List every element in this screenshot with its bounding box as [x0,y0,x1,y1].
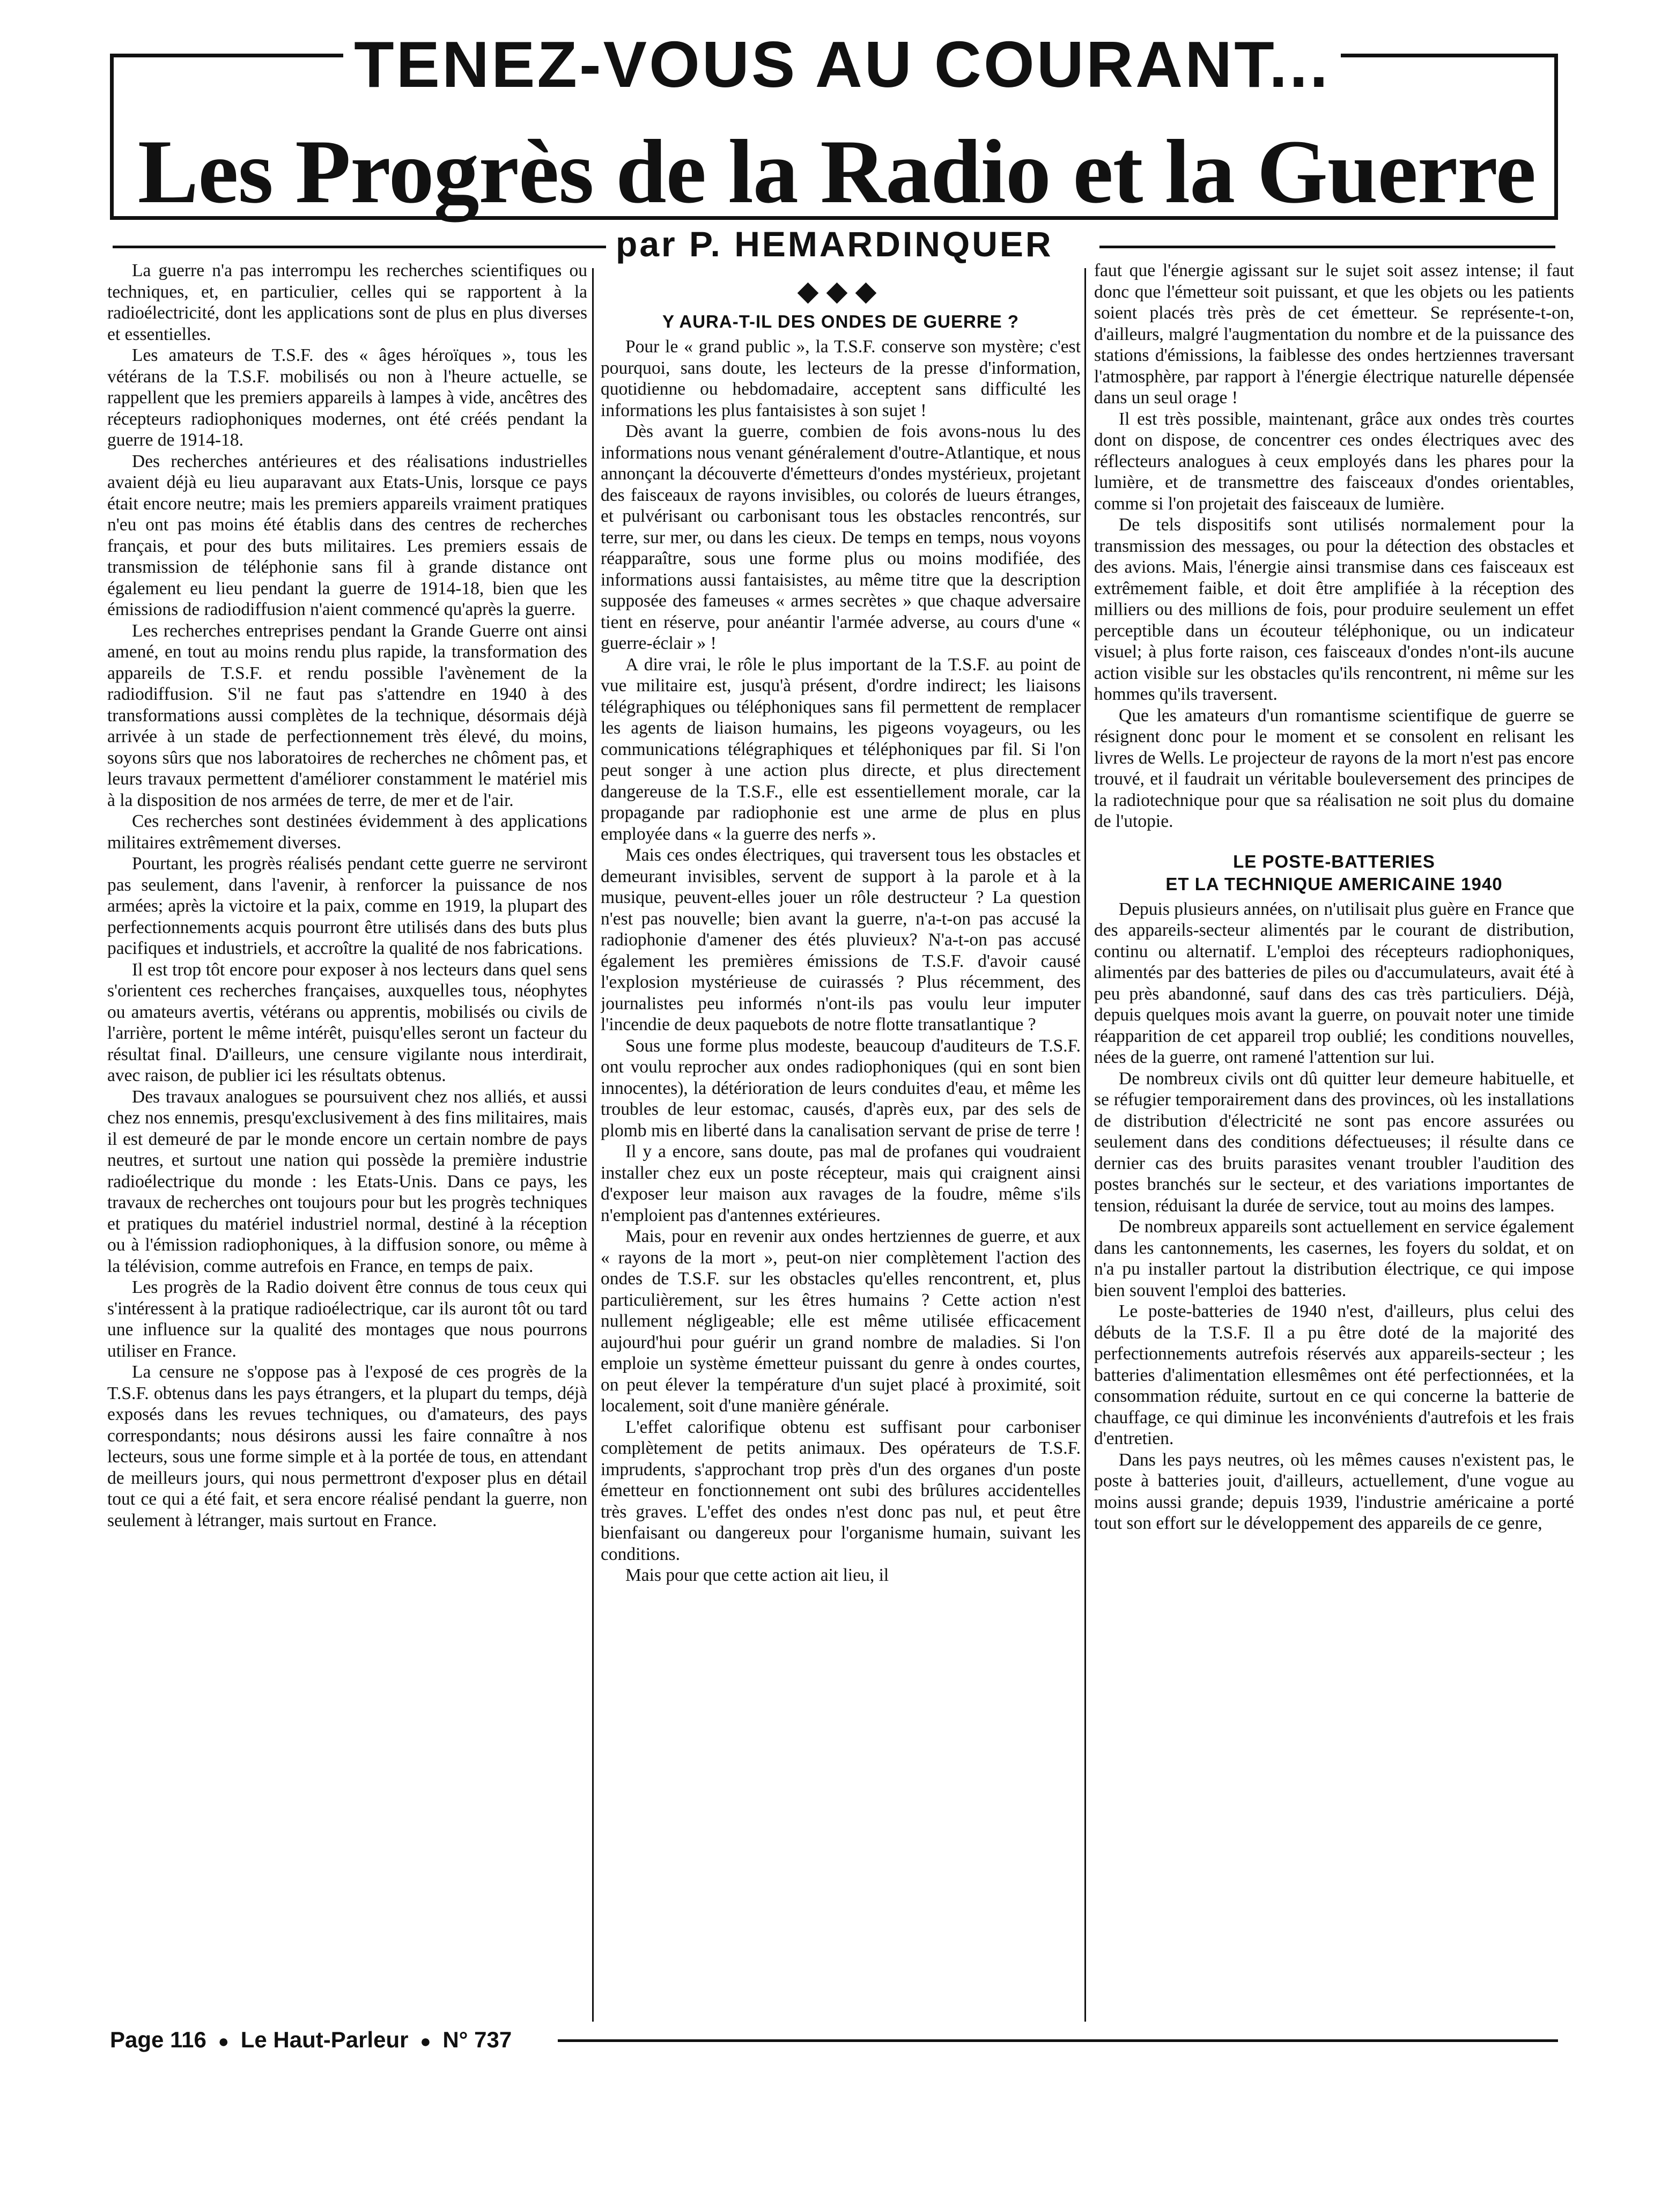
byline-rule-right [1099,246,1555,248]
paragraph: Le poste-batteries de 1940 n'est, d'ailleurs, plus celui des débuts de la T.S.F. Il a pu être doté de la majorité des perfectionnements autrefois réservés aux appareils-secteur ; les batteries d'alimentation ellesmêmes ont été perfectionnées, et la consommation réduite, surtout en ce qui concerne la batterie de chauffage, ce qui diminue les inconvénients d'autrefois et les frais d'entretien. [1094,1301,1574,1448]
paragraph: Il y a encore, sans doute, pas mal de profanes qui voudraient installer chez eux un poste récepteur, mais qui craignent ainsi d'exposer leur maison aux ravages de la foudre, même s'ils n'emploient pas d'antennes extérieures. [601,1142,1081,1225]
paragraph: Dans les pays neutres, où les mêmes causes n'existent pas, le poste à batteries jouit, d'ailleurs, actuellement, d'une vogue au moins aussi grande; depuis 1939, l'industrie américaine a porté tout son effort sur le développement des appareils de ce genre, [1094,1449,1574,1533]
article-column-1 [107,260,587,2019]
paragraph: Des recherches antérieures et des réalisations industrielles avaient déjà eu lieu auparavant aux Etats-Unis, lorsque ce pays était encore neutre; mais les premiers appareils vraiment pratiques n'eu ont pas moins été établis dans des centres de recherches français, et pour des buts militaires. Les premiers essais de transmission de téléphonie sans fil à grande distance ont également eu lieu pendant la guerre de 1914-18, bien que les émissions de radiodiffusion n'aient commencé qu'après la guerre. [107,451,587,619]
author-byline: par P. HEMARDINQUER [606,223,1063,265]
paragraph: De nombreux civils ont dû quitter leur demeure habituelle, et se réfugier temporairement dans des provinces, où les installations de distribution d'électricité ne sont pas encore assurées ou seulement dans des conditions défectueuses; il résulte dans ce dernier cas des bruits parasites venant troubler l'audition des postes branchés sur le secteur, et des variations importantes de tension, réduisant la durée de service, tout au moins des lampes. [1094,1068,1574,1216]
paragraph: La censure ne s'oppose pas à l'exposé de ces progrès de la T.S.F. obtenus dans les pays étrangers, et la plupart du temps, déjà exposés dans les revues techniques, ou d'amateurs, des pays correspondants; nous désirons aussi les faire connaître à nos lecteurs, sous une forme simple et à la portée de tous, en attendant de meilleurs jours, qui nous permettront d'exposer plus en détail tout ce qui a été fait, et sera encore réalisé pendant la guerre, non seulement à létranger, mais surtout en France. [107,1362,587,1530]
page-number: Page 116 [110,2027,206,2052]
paragraph: Mais ces ondes électriques, qui traversent tous les obstacles et demeurant invisibles, servent de support à la parole et à la musique, peuvent-elles jouer un rôle destructeur ? La question n'est pas nouvelle; bien avant la guerre, n'a-t-on pas accusé la radiophonie d'amener des étés pluvieux? N'a-t-on pas accusé également les premières émissions de T.S.F. d'avoir causé l'explosion mystérieuse de cuirassés ? Plus récemment, des journalistes peu informés n'ont-ils pas voulu leur imputer l'incendie de deux paquebots de notre flotte transatlantique ? [601,845,1081,1034]
section-heading-battery-set [1094,850,1574,896]
column-divider-1 [592,268,594,2022]
kicker-title: TENEZ-VOUS AU COURANT... [343,29,1341,99]
article-headline: Les Progrès de la Radio et la Guerre [137,121,1536,222]
paragraph: A dire vrai, le rôle le plus important de la T.S.F. au point de vue militaire est, jusqu'à présent, d'ordre indirect; les liaisons télégraphiques ou téléphoniques sans fil permettent de remplacer les agents de liaison humains, les pigeons voyageurs, ou les communications télégraphiques et téléphoniques par fil. Si l'on peut songer à une action plus directe, et plus directement dangereuse de la T.S.F., elle est essentiellement morale, car la propagande par radiophonie est une arme de plus en plus employée dans « la guerre des nerfs ». [601,654,1081,844]
paragraph: Les progrès de la Radio doivent être connus de tous ceux qui s'intéressent à la pratique radioélectrique, car ils auront tôt ou tard une influence sur la qualité des montages que nous pourrons utiliser en France. [107,1277,587,1361]
paragraph: Les amateurs de T.S.F. des « âges héroïques », tous les vétérans de la T.S.F. mobilisés ou non à l'heure actuelle, se rappellent que les premiers appareils à lampes à vide, ancêtres des récepteurs radiophoniques modernes, ont été créés pendant la guerre de 1914-18. [107,345,587,450]
column-divider-2 [1084,268,1086,2022]
issue-number: N° 737 [442,2027,512,2052]
paragraph: L'effet calorifique obtenu est suffisant pour carboniser complètement de petits animaux. Des opérateurs de T.S.F. imprudents, s'approchant trop près d'un des organes d'un poste émetteur en fonctionnement ont subi des brûlures accidentelles très graves. L'effet des ondes n'est donc pas nul, et peut être bienfaisant ou dangereux pour l'organisme humain, suivant les conditions. [601,1417,1081,1564]
article-column-2 [601,276,1081,2019]
bullet-separator-icon: ● [420,2031,431,2052]
paragraph: De tels dispositifs sont utilisés normalement pour la transmission des messages, ou pour la détection des obstacles et des avions. Mais, l'énergie ainsi transmise dans ces faisceaux est extrêmement faible, et doit être amplifiée à la réception des milliers ou des millions de fois, pour produire seulement un effet perceptible dans un écouteur téléphonique, ou un indicateur visuel; à plus forte raison, ces faisceaux d'ondes n'ont-ils aucune action visible sur les obstacles qu'ils rencontrent, ni même sur les hommes qu'ils traversent. [1094,515,1574,704]
paragraph: Il est trop tôt encore pour exposer à nos lecteurs dans quel sens s'orientent ces recherches françaises, auxquelles tous, néophytes ou amateurs avertis, vétérans ou apprentis, mobilisés ou civils de l'arrière, portent le même intérêt, puisqu'elles seront un facteur du résultat final. D'ailleurs, une censure vigilante nous interdirait, avec raison, de publier ici les résultats obtenus. [107,959,587,1085]
paragraph: De nombreux appareils sont actuellement en service également dans les cantonnements, les casernes, les foyers du soldat, et on n'a pu installer partout la distribution électrique, ce qui impose bien souvent l'emploi des batteries. [1094,1217,1574,1300]
paragraph: Sous une forme plus modeste, beaucoup d'auditeurs de T.S.F. ont voulu reprocher aux ondes radiophoniques (qui en sont bien innocentes), la détérioration de leurs conduites d'eau, et même les troubles de leur estomac, causés, d'après eux, par des sels de plomb mis en liberté dans la canalisation servant de prise de terre ! [601,1035,1081,1141]
paragraph: Depuis plusieurs années, on n'utilisait plus guère en France que des appareils-secteur alimentés par le courant de distribution, continu ou alternatif. L'emploi des récepteurs radiophoniques, alimentés par des batteries de piles ou d'accumulateurs, avait été à peu près abandonné, sauf dans des cas très particuliers. Déjà, depuis quelques mois avant la guerre, on pouvait noter une timide réapparition de cet appareil trop oublié; les conditions nouvelles, nées de la guerre, ont ramené l'attention sur lui. [1094,899,1574,1067]
section-heading-line-1: LE POSTE-BATTERIES [1233,851,1435,871]
paragraph: Pour le « grand public », la T.S.F. conserve son mystère; c'est pourquoi, sans doute, les lecteurs de la presse d'information, quotidienne ou hebdomadaire, acceptent sans difficulté les informations les plus fantaisistes à son sujet ! [601,337,1081,420]
footer-rule [558,2039,1558,2042]
publication-name: Le Haut-Parleur [240,2027,409,2052]
paragraph: Mais pour que cette action ait lieu, il [625,1565,889,1585]
byline-rule-left [113,246,606,248]
bullet-separator-icon: ● [218,2031,230,2052]
page-footer [110,2026,512,2055]
diamond-ornament-icon: ◆◆◆ [797,276,884,307]
paragraph: Pourtant, les progrès réalisés pendant cette guerre ne serviront pas seulement, dans l'avenir, à renforcer la puissance de nos armées; après la victoire et la paix, comme en 1919, la plupart des perfectionnements acquis pourront être utilisés dans des buts plus pacifiques et industriels, et accroître la qualité de nos fabrications. [107,854,587,958]
section-heading-line-2: ET LA TECHNIQUE AMERICAINE 1940 [1165,874,1503,894]
paragraph: faut que l'énergie agissant sur le sujet soit assez intense; il faut donc que l'émetteur soit puissant, et que les objets ou les patients soient placés très près de cet émetteur. Se représente-t-on, d'ailleurs, malgré l'augmentation du nombre et de la puissance des stations d'émissions, la faiblesse des ondes hertziennes traversant l'atmosphère, par rapport à l'énergie électrique naturelle dépensée dans un seul orage ! [1094,261,1574,408]
paragraph: Mais, pour en revenir aux ondes hertziennes de guerre, et aux « rayons de la mort », peut-on nier complètement l'action des ondes de T.S.F. sur les obstacles qu'elles rencontrent, et, plus particulièrement, sur les êtres humains ? Cette action n'est nullement négligeable; elle est même utilisée efficacement aujourd'hui pour guérir un grand nombre de maladies. Si l'on emploie un système émetteur puissant du genre à ondes courtes, on peut élever la température d'un sujet placé à proximité, soit localement, soit d'une manière générale. [601,1226,1081,1416]
paragraph: Ces recherches sont destinées évidemment à des applications militaires extrêmement diverses. [107,811,587,853]
paragraph: La guerre n'a pas interrompu les recherches scientifiques ou techniques, et, en particulier, celles qui se rapportent à la radioélectricité, dont les applications sont de plus en plus diverses et essentielles. [107,261,587,344]
paragraph: Des travaux analogues se poursuivent chez nos alliés, et aussi chez nos ennemis, presqu'exclusivement à des fins militaires, mais il est demeuré de par le monde encore un certain nombre de pays neutres, et surtout une nation qui possède la première industrie radioélectrique du monde : les Etats-Unis. Dans ce pays, les travaux de recherches ont toujours pour but les progrès techniques et pratiques du matériel industriel normal, destiné à la réception ou à l'émission radiophoniques, à la diffusion sonore, ou même à la télévision, comme autrefois en France, en temps de paix. [107,1086,587,1276]
paragraph: Que les amateurs d'un romantisme scientifique de guerre se résignent donc pour le moment et se consolent en relisant les livres de Wells. Le projecteur de rayons de la mort n'est pas encore trouvé, et il faudrait un véritable bouleversement des principes de la radiotechnique pour que sa réalisation ne soit plus du domaine de l'utopie. [1094,705,1574,831]
paragraph: Dès avant la guerre, combien de fois avons-nous lu des informations nous venant généralement d'outre-Atlantique, et nous annonçant la découverte d'émetteurs d'ondes mystérieux, projetant des faisceaux de rayons invisibles, ou colorés de lueurs étranges, et pulvérisant ou carbonisant tous les obstacles rencontrés, sur terre, sur mer, ou dans les cieux. De temps en temps, nous voyons réapparaître, sous une forme plus ou moins modifiée, des informations aussi fantaisistes, au même titre que la description supposée des fameuses « armes secrètes » que chaque adversaire tient en réserve, pour anéantir l'armée adverse, au cours d'une « guerre-éclair » ! [601,421,1081,653]
article-column-3 [1094,260,1574,2019]
paragraph: Les recherches entreprises pendant la Grande Guerre ont ainsi amené, en tout au moins rendu plus rapide, la transformation des appareils de T.S.F. et rendu possible l'avènement de la radiodiffusion. S'il ne faut pas s'attendre en 1940 à des transformations aussi complètes de la technique, désormais déjà arrivée à un stade de perfectionnement très élevé, du moins, soyons sûrs que nos laboratoires de recherches ne chôment pas, et leurs travaux permettent d'améliorer constamment le matériel mis à la disposition de nos armées de terre, de mer et de l'air. [107,620,587,810]
paragraph: Il est très possible, maintenant, grâce aux ondes très courtes dont on dispose, de concentrer ces ondes électriques avec des réflecteurs analogues à ceux employés dans les phares pour la lumière, et de transmettre des faisceaux d'ondes orientables, comme si l'on projetait des faisceaux de lumière. [1094,409,1574,514]
section-heading-war-waves: Y AURA-T-IL DES ONDES DE GUERRE ? [662,312,1019,331]
